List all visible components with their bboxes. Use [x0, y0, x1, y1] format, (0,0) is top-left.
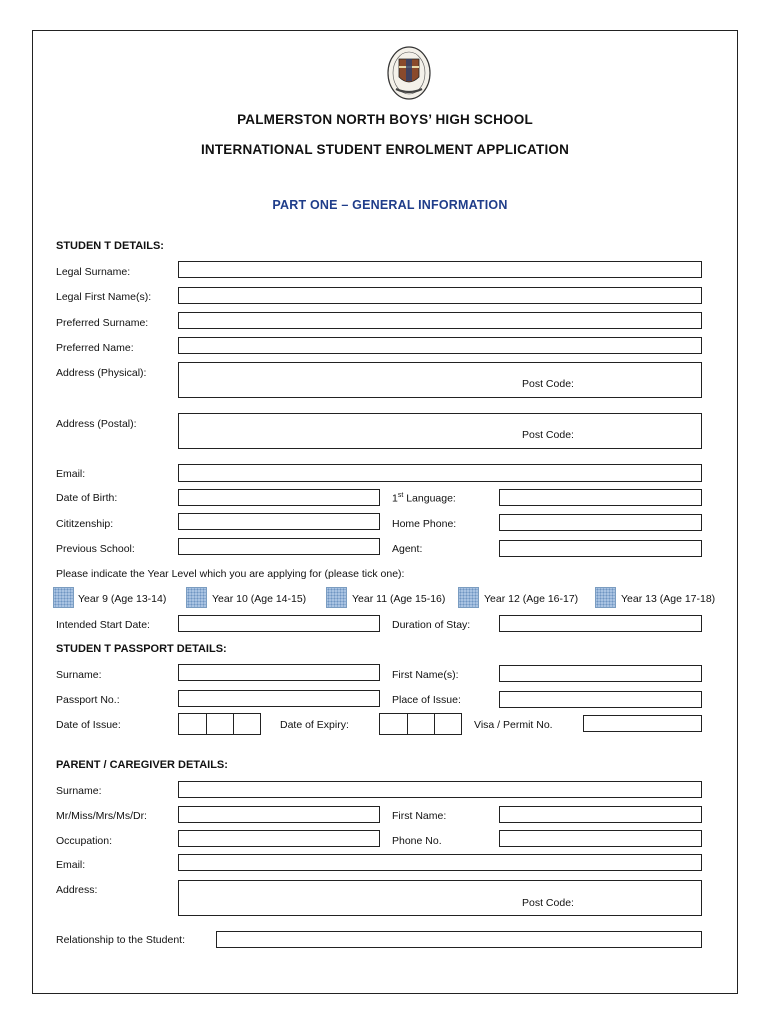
- date-of-issue-divider: [206, 714, 207, 734]
- first-language-field[interactable]: [499, 489, 702, 506]
- email-field[interactable]: [178, 464, 702, 482]
- address-physical-post-code-label: Post Code:: [522, 378, 574, 390]
- parent-email-label: Email:: [56, 859, 86, 871]
- preferred-name-label: Preferred Name:: [56, 342, 134, 354]
- date-of-expiry-label: Date of Expiry:: [280, 719, 349, 731]
- year-10-label: Year 10 (Age 14-15): [212, 593, 307, 605]
- visa-label: Visa / Permit No.: [474, 719, 553, 731]
- passport-first-names-label: First Name(s):: [392, 669, 459, 681]
- dob-label: Date of Birth:: [56, 492, 118, 504]
- year-12-checkbox[interactable]: [458, 587, 479, 608]
- address-postal-label: Address (Postal):: [56, 418, 137, 430]
- parent-phone-field[interactable]: [499, 830, 702, 847]
- form-title: INTERNATIONAL STUDENT ENROLMENT APPLICATION: [200, 142, 570, 157]
- duration-field[interactable]: [499, 615, 702, 632]
- passport-details-heading: STUDEN T PASSPORT DETAILS:: [56, 643, 227, 655]
- parent-address-label: Address:: [56, 884, 98, 896]
- passport-no-field[interactable]: [178, 690, 380, 707]
- duration-label: Duration of Stay:: [392, 619, 471, 631]
- parent-phone-label: Phone No.: [392, 835, 442, 847]
- legal-first-names-field[interactable]: [178, 287, 702, 304]
- citizenship-field[interactable]: [178, 513, 380, 530]
- parent-first-name-field[interactable]: [499, 806, 702, 823]
- place-of-issue-field[interactable]: [499, 691, 702, 708]
- occupation-label: Occupation:: [56, 835, 113, 847]
- previous-school-field[interactable]: [178, 538, 380, 555]
- year-13-checkbox[interactable]: [595, 587, 616, 608]
- parent-surname-label: Surname:: [56, 785, 102, 797]
- year-9-label: Year 9 (Age 13-14): [78, 593, 167, 605]
- first-language-label: 1st Language:: [392, 492, 456, 505]
- parent-first-name-label: First Name:: [392, 810, 447, 822]
- year-11-label: Year 11 (Age 15-16): [352, 593, 446, 605]
- relationship-field[interactable]: [216, 931, 702, 948]
- agent-label: Agent:: [392, 543, 423, 555]
- visa-field[interactable]: [583, 715, 702, 732]
- occupation-field[interactable]: [178, 830, 380, 847]
- parent-title-label: Mr/Miss/Mrs/Ms/Dr:: [56, 810, 147, 822]
- school-crest-logo: [386, 45, 432, 101]
- home-phone-label: Home Phone:: [392, 518, 457, 530]
- intended-start-label: Intended Start Date:: [56, 619, 150, 631]
- date-of-expiry-field[interactable]: [379, 713, 462, 735]
- year-10-checkbox[interactable]: [186, 587, 207, 608]
- home-phone-field[interactable]: [499, 514, 702, 531]
- year-12-label: Year 12 (Age 16-17): [484, 593, 579, 605]
- year-11-checkbox[interactable]: [326, 587, 347, 608]
- year-9-checkbox[interactable]: [53, 587, 74, 608]
- part-title: PART ONE – GENERAL INFORMATION: [272, 198, 508, 212]
- preferred-name-field[interactable]: [178, 337, 702, 354]
- parent-address-field[interactable]: [178, 880, 702, 916]
- parent-title-field[interactable]: [178, 806, 380, 823]
- email-label: Email:: [56, 468, 86, 480]
- intended-start-field[interactable]: [178, 615, 380, 632]
- legal-surname-field[interactable]: [178, 261, 702, 278]
- address-postal-field[interactable]: [178, 413, 702, 449]
- parent-surname-field[interactable]: [178, 781, 702, 798]
- passport-surname-field[interactable]: [178, 664, 380, 681]
- preferred-surname-field[interactable]: [178, 312, 702, 329]
- year-13-label: Year 13 (Age 17-18): [621, 593, 716, 605]
- page-border: [32, 30, 738, 994]
- student-details-heading: STUDEN T DETAILS:: [56, 240, 164, 252]
- school-title: PALMERSTON NORTH BOYS’ HIGH SCHOOL: [237, 112, 533, 127]
- previous-school-label: Previous School:: [56, 543, 135, 555]
- dob-field[interactable]: [178, 489, 380, 506]
- address-physical-field[interactable]: [178, 362, 702, 398]
- legal-first-names-label: Legal First Name(s):: [56, 291, 152, 303]
- agent-field[interactable]: [499, 540, 702, 557]
- relationship-label: Relationship to the Student:: [56, 934, 186, 946]
- date-of-issue-field[interactable]: [178, 713, 261, 735]
- date-of-expiry-divider: [434, 714, 435, 734]
- place-of-issue-label: Place of Issue:: [392, 694, 461, 706]
- parent-details-heading: PARENT / CAREGIVER DETAILS:: [56, 759, 228, 771]
- year-level-prompt: Please indicate the Year Level which you are applying for (please tick one):: [56, 568, 405, 580]
- passport-no-label: Passport No.:: [56, 694, 120, 706]
- citizenship-label: Cititzenship:: [56, 518, 114, 530]
- date-of-issue-label: Date of Issue:: [56, 719, 121, 731]
- preferred-surname-label: Preferred Surname:: [56, 317, 149, 329]
- parent-post-code-label: Post Code:: [522, 897, 574, 909]
- passport-surname-label: Surname:: [56, 669, 102, 681]
- date-of-issue-divider: [233, 714, 234, 734]
- address-physical-label: Address (Physical):: [56, 367, 147, 379]
- address-postal-post-code-label: Post Code:: [522, 429, 574, 441]
- parent-email-field[interactable]: [178, 854, 702, 871]
- date-of-expiry-divider: [407, 714, 408, 734]
- legal-surname-label: Legal Surname:: [56, 266, 131, 278]
- passport-first-names-field[interactable]: [499, 665, 702, 682]
